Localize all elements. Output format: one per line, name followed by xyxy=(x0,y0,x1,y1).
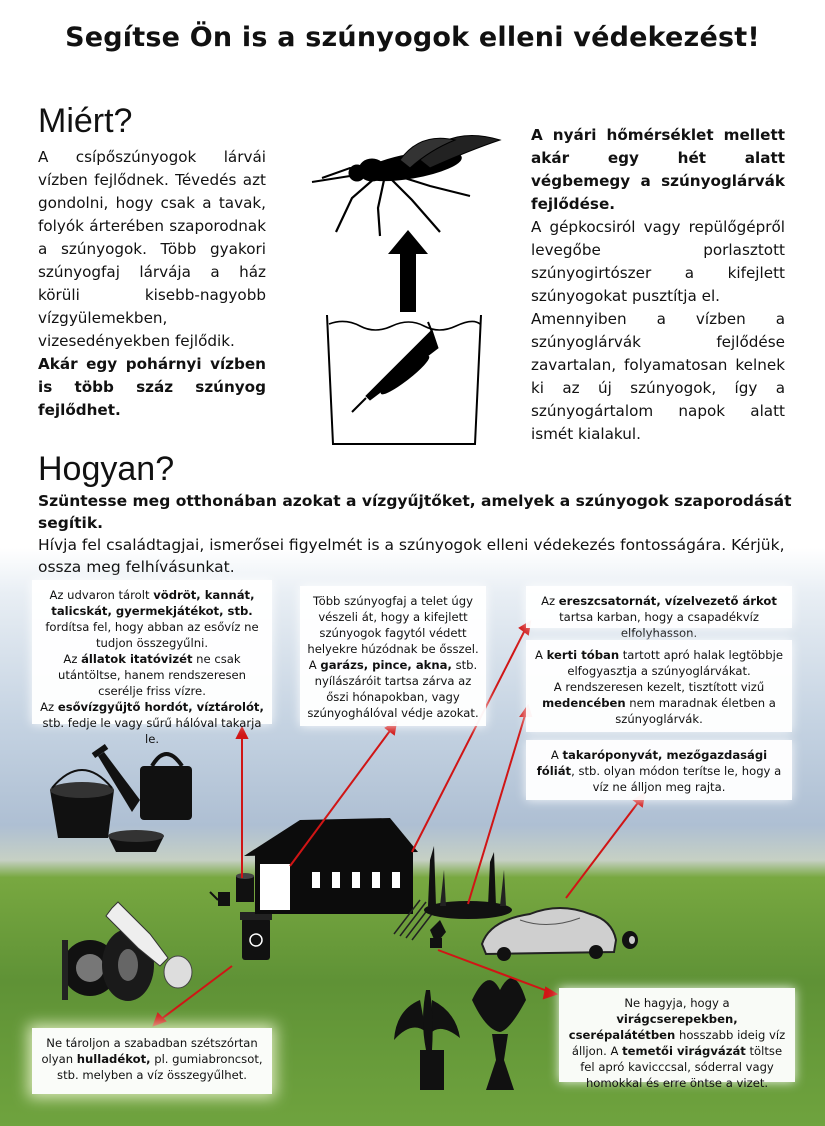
house-icon xyxy=(244,818,418,914)
tip-keyword: takaróponyvát, mezőgazdasági fóliát xyxy=(536,748,768,778)
tip-text: A xyxy=(535,648,547,662)
tip-box-pond xyxy=(526,640,792,732)
tip-text: tartsa karban, hogy a csapadékvíz elfolyhasson. xyxy=(559,610,759,640)
flower-pot-icon xyxy=(394,990,460,1090)
tip-text: ne csak utántöltse, hanem rendszeresen cserélje friss vízre. xyxy=(58,652,246,698)
larvae-text: Amennyiben a vízben a szúnyoglárvák fejlődése zavartalan, folyamatosan kelnek ki az új szúnyogok, így a szúnyogártalom napok alatt ismét kialakul. xyxy=(531,310,785,443)
tip-box-containers xyxy=(32,580,272,746)
tip-text: töltse fel apró kavicccsal, sóderral vagy homokkal és erre öntse a vizet. xyxy=(580,1044,783,1090)
cemetery-vase-icon xyxy=(472,978,526,1090)
tip-text: Az udvaron tárolt xyxy=(49,588,154,602)
tip-text: Az xyxy=(63,652,82,666)
tip-text: Több szúnyogfaj a telet úgy vészeli át, hogy a kifejlett szúnyogok fagytól védett helyekre húzódnak be ősszel. A xyxy=(307,594,479,672)
tip-text: Ne hagyja, hogy a xyxy=(624,996,730,1010)
tip-keyword: vödröt, kannát, talicskát, gyermekjátékot, stb. xyxy=(51,588,255,618)
tip-text: hosszabb ideig víz álljon. A xyxy=(571,1028,786,1058)
how-heading: Hogyan? xyxy=(38,450,175,488)
mosquito-icon xyxy=(312,136,500,237)
tip-text: Az xyxy=(541,594,559,608)
tip-keyword: kerti tóban xyxy=(546,648,620,662)
tip-keyword: medencében xyxy=(542,696,626,710)
small-watering-can-icon xyxy=(210,892,230,906)
tip-keyword: temetői virágvázát xyxy=(622,1044,746,1058)
tip-keyword: virágcserepekben, cserépalátétben xyxy=(568,1012,738,1042)
jar-icon xyxy=(164,956,192,988)
rain-barrel-icon xyxy=(236,873,254,902)
tip-text: stb. fedje le vagy sűrű hálóval takarja le. xyxy=(42,716,262,746)
tip-text: A rendszeresen kezelt, tisztított vizű xyxy=(553,680,765,694)
tip-text: fordítsa fel, hogy abban az esővíz ne tudjon összegyűlni. xyxy=(45,620,259,650)
recycle-bin-icon xyxy=(240,912,272,960)
tip-box-waste xyxy=(32,1028,272,1094)
tip-box-tarp xyxy=(526,740,792,800)
page-title: Segítse Ön is a szúnyogok elleni védekezést! xyxy=(65,22,760,53)
why-bold-text: Akár egy pohárnyi vízben is több száz szúnyog fejlődhet. xyxy=(38,355,266,419)
tip-text: stb. nyílászáróit tartsa zárva az őszi hónapokban, vagy szúnyoghálóval védje azokat. xyxy=(307,658,479,720)
tip-keyword: hulladékot, xyxy=(76,1052,151,1066)
spray-text: A gépkocsiról vagy repülőgépről levegőbe porlasztott szúnyogirtószer a kifejlett szúnyogokat pusztítja el. xyxy=(531,218,785,305)
small-tire-icon xyxy=(622,931,638,949)
pet-bowl-icon xyxy=(108,830,164,852)
tip-text: A xyxy=(550,748,563,762)
covered-car-icon xyxy=(482,908,616,961)
tip-keyword: garázs, pince, akna, xyxy=(320,658,452,672)
bucket-icon xyxy=(50,770,114,838)
tip-keyword: állatok itatóvizét xyxy=(81,652,193,666)
tip-keyword: ereszcsatornát, vízelvezető árkot xyxy=(558,594,777,608)
tip-box-garage xyxy=(300,586,486,726)
tip-text: tartott apró halak legtöbbje elfogyasztja a szúnyoglárvákat. xyxy=(567,648,783,678)
garden-pond-icon xyxy=(424,846,512,919)
why-heading: Miért? xyxy=(38,102,133,140)
arrow-up-icon xyxy=(388,230,428,312)
why-text: A csípőszúnyogok lárvái vízben fejlődnek. Tévedés azt gondolni, hogy csak a tavak, folyók árterében szaporodnak a szúnyogok. Több gyakori szúnyogfaj lárvája a ház körüli kisebb-nagyobb vízgyülemekben, vizesedényekben fejlődik. xyxy=(38,148,266,350)
potted-plant-icon xyxy=(430,920,446,948)
tip-text: Az xyxy=(40,700,58,714)
how-bold-text: Szüntesse meg otthonában azokat a vízgyűjtőket, amelyek a szúnyogok szaporodását segítik. xyxy=(38,492,792,532)
tip-box-gutter xyxy=(526,586,792,640)
tip-keyword: esővízgyűjtő hordót, víztárolót, xyxy=(57,700,264,714)
how-text: Hívja fel családtagjai, ismerősei figyelmét is a szúnyogok elleni védekezés fontosságára. Kérjük, ossza meg felhívásunkat. xyxy=(38,536,785,576)
tip-text: pl. gumiabroncsot, stb. melyben a víz összegyűlhet. xyxy=(57,1052,263,1082)
tip-text: , stb. olyan módon terítse le, hogy a víz ne álljon meg rajta. xyxy=(571,764,782,794)
tip-text: Ne tároljon a szabadban szétszórtan olyan xyxy=(41,1036,258,1066)
development-bold-text: A nyári hőmérséklet mellett akár egy hét alatt végbemegy a szúnyoglárvák fejlődése. xyxy=(531,126,785,213)
tip-text: nem maradnak életben a szúnyoglárvák. xyxy=(615,696,776,726)
tip-box-flowerpots xyxy=(559,988,795,1090)
